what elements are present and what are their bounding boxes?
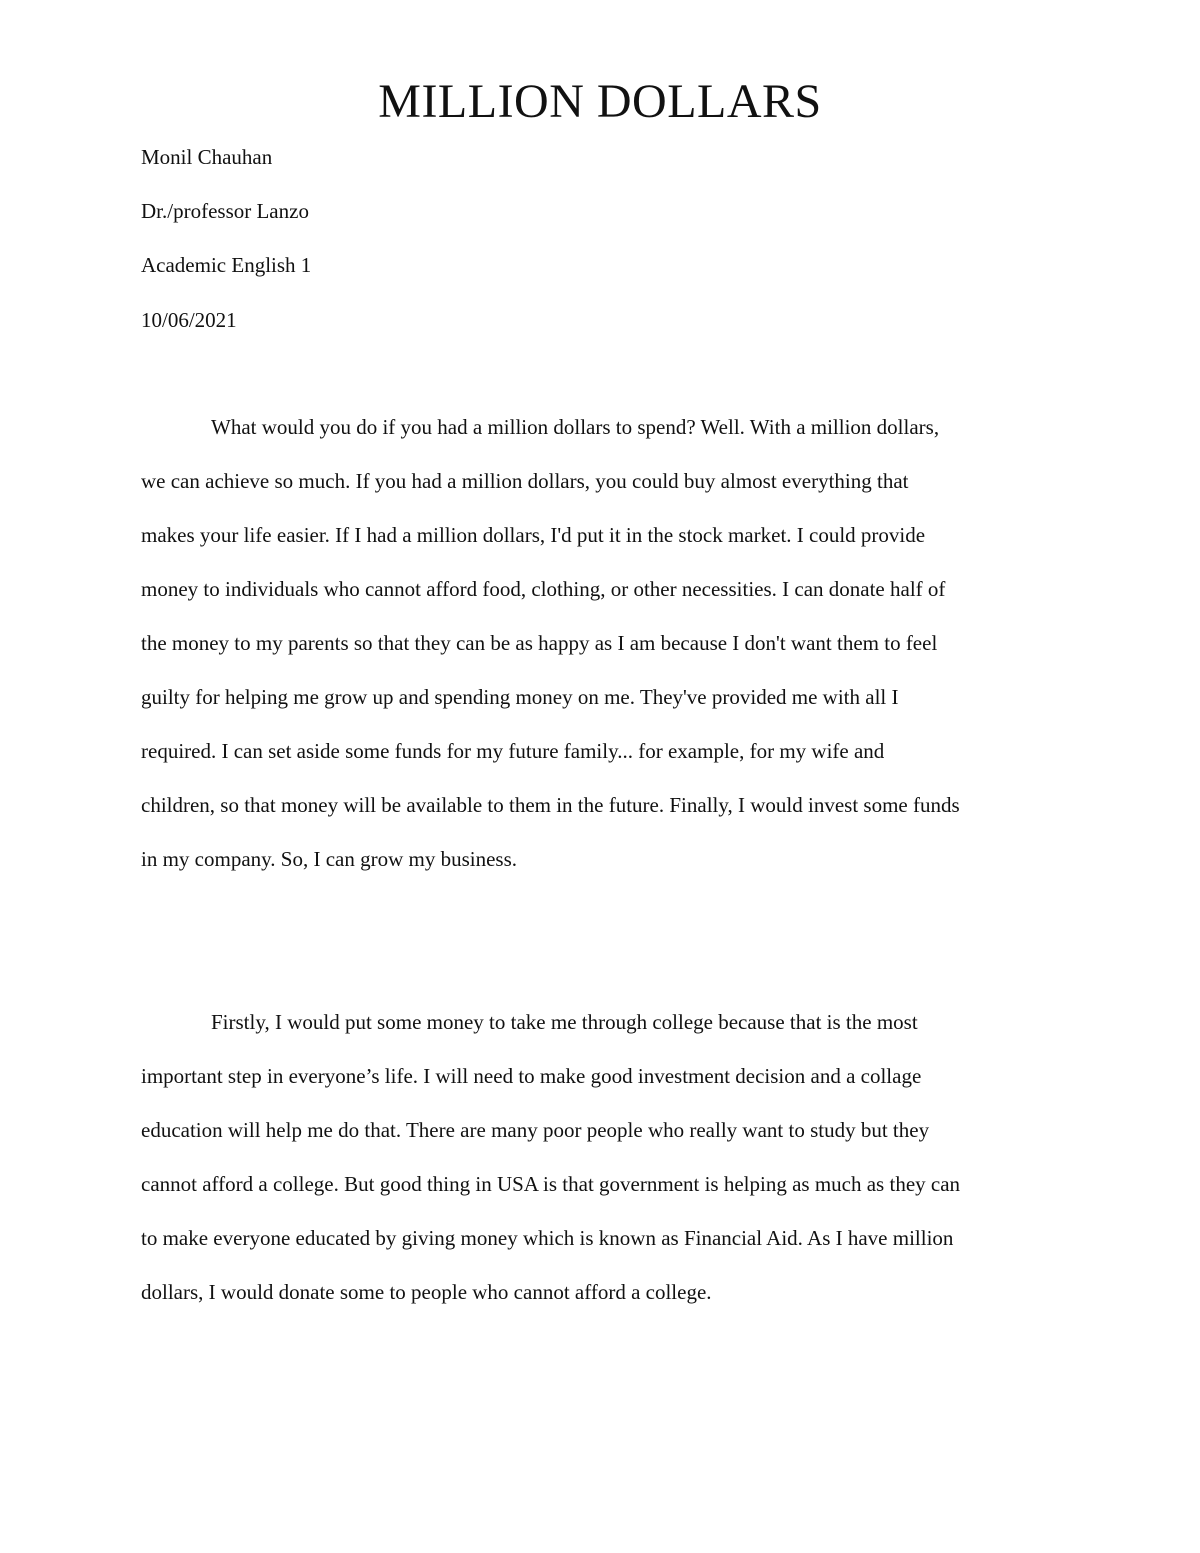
- document-title: MILLION DOLLARS: [378, 75, 822, 128]
- paragraph-line: in my company. So, I can grow my business.: [141, 847, 518, 871]
- paragraph-line: makes your life easier. If I had a million dollars, I'd put it in the stock market. I could provide: [141, 523, 926, 547]
- paragraph-line: required. I can set aside some funds for my future family... for example, for my wife and: [141, 739, 885, 763]
- author-name: Monil Chauhan: [141, 145, 273, 169]
- document-date: 10/06/2021: [141, 308, 237, 332]
- paragraph-line: important step in everyone’s life. I will need to make good investment decision and a collage: [141, 1064, 922, 1088]
- paragraph-line: Firstly, I would put some money to take me through college because that is the most: [211, 1010, 918, 1034]
- paragraph-line: dollars, I would donate some to people who cannot afford a college.: [141, 1280, 712, 1304]
- paragraph-line: guilty for helping me grow up and spending money on me. They've provided me with all I: [141, 685, 899, 709]
- course-name: Academic English 1: [141, 253, 312, 277]
- paragraph-line: we can achieve so much. If you had a million dollars, you could buy almost everything that: [141, 469, 909, 493]
- instructor-name: Dr./professor Lanzo: [141, 199, 309, 223]
- paragraph-line: money to individuals who cannot afford food, clothing, or other necessities. I can donate half of: [141, 577, 946, 601]
- paragraph-line: cannot afford a college. But good thing in USA is that government is helping as much as they can: [141, 1172, 961, 1196]
- paragraph-line: What would you do if you had a million dollars to spend? Well. With a million dollars,: [211, 415, 940, 439]
- paragraph-line: children, so that money will be available to them in the future. Finally, I would invest some funds: [141, 793, 960, 817]
- paragraph-line: to make everyone educated by giving money which is known as Financial Aid. As I have million: [141, 1226, 954, 1250]
- paragraph-line: education will help me do that. There are many poor people who really want to study but they: [141, 1118, 930, 1142]
- paragraph-line: the money to my parents so that they can be as happy as I am because I don't want them to feel: [141, 631, 938, 655]
